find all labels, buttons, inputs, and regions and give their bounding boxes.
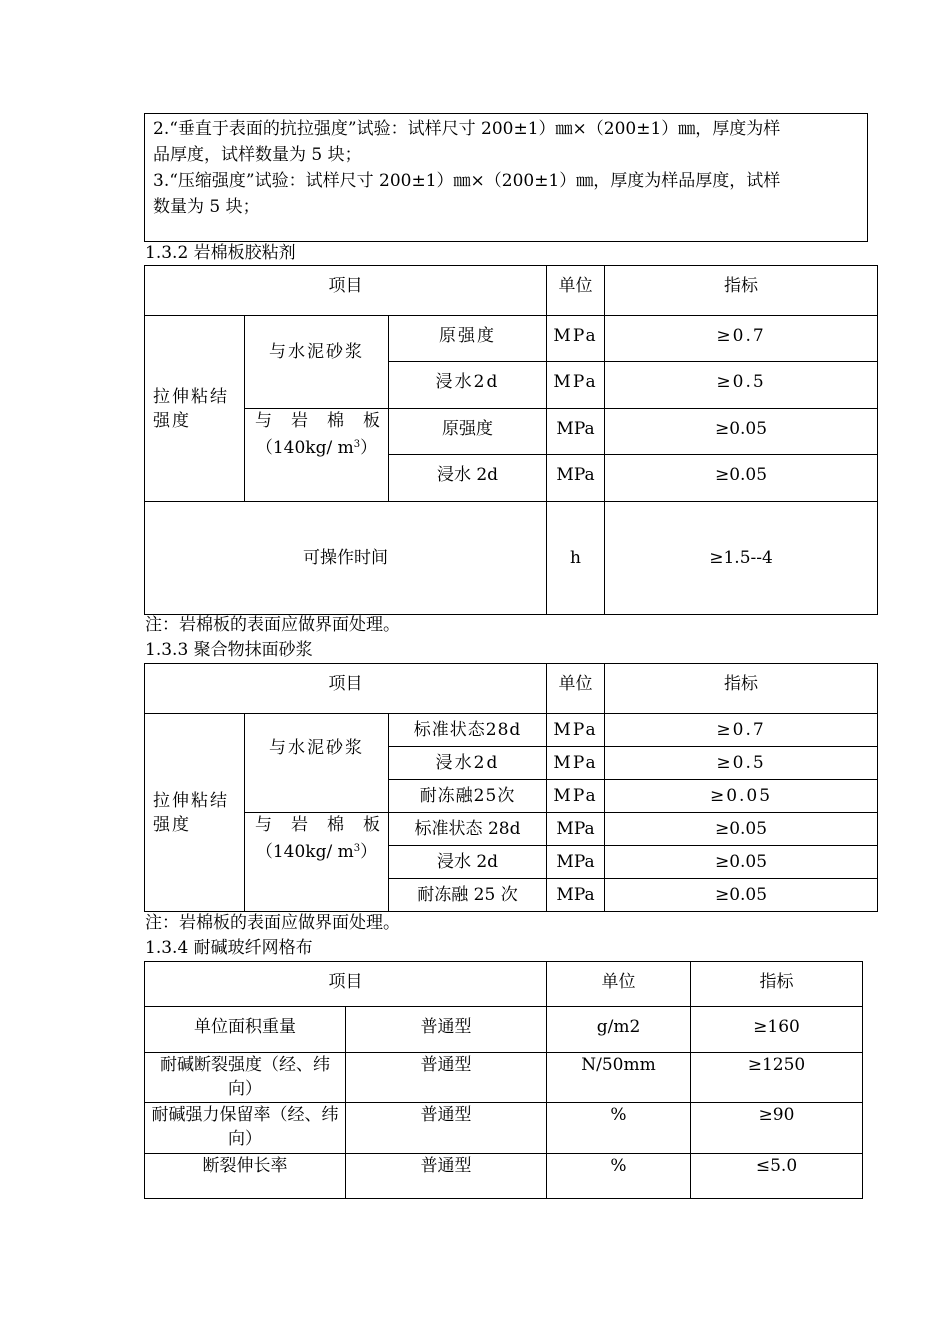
sub-label-line: 与 岩 棉 板 xyxy=(255,411,380,431)
mesh-table xyxy=(144,961,863,1199)
value-cell: ≥0.05 xyxy=(605,846,878,879)
type-cell: 普通型 xyxy=(346,1053,547,1103)
unit-cell: MPa xyxy=(547,846,605,879)
header-item: 项目 xyxy=(145,266,547,316)
sub-label-cement: 与水泥砂浆 xyxy=(245,316,389,409)
value-cell: ≥90 xyxy=(691,1103,863,1154)
unit-cell: % xyxy=(547,1154,691,1199)
unit-cell: MPa xyxy=(547,747,605,780)
value-cell: ≥0.05 xyxy=(605,879,878,912)
table-note: 注：岩棉板的表面应做界面处理。 xyxy=(145,615,400,635)
sub-label-rockwool xyxy=(245,813,389,912)
value-cell: ≥1250 xyxy=(691,1053,863,1103)
unit-cell: % xyxy=(547,1103,691,1154)
unit-cell: MPa xyxy=(547,813,605,846)
header-index: 指标 xyxy=(605,266,878,316)
note-line: 数量为 5 块； xyxy=(153,197,260,217)
unit-cell: MPa xyxy=(547,455,605,502)
group-label: 拉伸粘结强度 xyxy=(145,714,245,912)
header-index: 指标 xyxy=(605,664,878,714)
value-cell: ≤5.0 xyxy=(691,1154,863,1199)
sub-label-line: （140kg/ $m^3$） xyxy=(255,438,378,458)
type-cell: 普通型 xyxy=(346,1154,547,1199)
unit-cell: MPa xyxy=(547,362,605,409)
note-line: 3.“压缩强度”试验：试样尺寸 200±1）㎜×（200±1）㎜，厚度为样品厚度，试样 xyxy=(153,171,781,191)
group-label: 拉伸粘结强度 xyxy=(145,316,245,502)
unit-cell: MPa xyxy=(547,409,605,455)
sub-label-cement: 与水泥砂浆 xyxy=(245,714,389,813)
type-cell: 普通型 xyxy=(346,1103,547,1154)
section-heading: 1.3.4 耐碱玻纤网格布 xyxy=(145,938,313,958)
type-cell: 普通型 xyxy=(346,1007,547,1053)
sub-label-line: （140kg/ $m^3$） xyxy=(255,842,378,862)
notes-box xyxy=(144,113,868,242)
header-unit: 单位 xyxy=(547,266,605,316)
condition-cell: 原强度 xyxy=(389,316,547,362)
value-cell: ≥1.5--4 xyxy=(605,502,878,615)
value-cell: ≥0.5 xyxy=(605,747,878,780)
condition-cell: 浸水 2d xyxy=(389,455,547,502)
condition-cell: 原强度 xyxy=(389,409,547,455)
mortar-table xyxy=(144,663,878,912)
unit-cell: h xyxy=(547,502,605,615)
value-cell: ≥160 xyxy=(691,1007,863,1053)
section-heading: 1.3.2 岩棉板胶粘剂 xyxy=(145,243,296,263)
condition-cell: 标准状态28d xyxy=(389,714,547,747)
note-line: 品厚度，试样数量为 5 块； xyxy=(153,145,362,165)
section-heading: 1.3.3 聚合物抹面砂浆 xyxy=(145,640,313,660)
value-cell: ≥0.05 xyxy=(605,409,878,455)
condition-cell: 耐冻融 25 次 xyxy=(389,879,547,912)
value-cell: ≥0.5 xyxy=(605,362,878,409)
property-name: 断裂伸长率 xyxy=(145,1154,346,1199)
unit-cell: MPa xyxy=(547,879,605,912)
adhesive-table xyxy=(144,265,878,615)
table-note: 注：岩棉板的表面应做界面处理。 xyxy=(145,913,400,933)
header-unit: 单位 xyxy=(547,962,691,1007)
unit-cell: MPa xyxy=(547,780,605,813)
note-line: 2.“垂直于表面的抗拉强度”试验：试样尺寸 200±1）㎜×（200±1）㎜，厚度为样 xyxy=(153,119,781,139)
condition-cell: 标准状态 28d xyxy=(389,813,547,846)
condition-cell: 耐冻融25次 xyxy=(389,780,547,813)
sub-label-rockwool xyxy=(245,409,389,502)
condition-cell: 浸水2d xyxy=(389,747,547,780)
property-name: 耐碱断裂强度（经、纬向） xyxy=(145,1053,346,1103)
unit-cell: N/50mm xyxy=(547,1053,691,1103)
unit-cell: MPa xyxy=(547,714,605,747)
property-name: 耐碱强力保留率（经、纬向） xyxy=(145,1103,346,1154)
header-item: 项目 xyxy=(145,664,547,714)
unit-cell: g/m2 xyxy=(547,1007,691,1053)
unit-cell: MPa xyxy=(547,316,605,362)
property-name: 单位面积重量 xyxy=(145,1007,346,1053)
value-cell: ≥0.7 xyxy=(605,714,878,747)
condition-cell: 浸水2d xyxy=(389,362,547,409)
condition-cell: 浸水 2d xyxy=(389,846,547,879)
op-time-label: 可操作时间 xyxy=(145,502,547,615)
value-cell: ≥0.05 xyxy=(605,780,878,813)
value-cell: ≥0.05 xyxy=(605,455,878,502)
value-cell: ≥0.7 xyxy=(605,316,878,362)
header-unit: 单位 xyxy=(547,664,605,714)
header-item: 项目 xyxy=(145,962,547,1007)
value-cell: ≥0.05 xyxy=(605,813,878,846)
header-index: 指标 xyxy=(691,962,863,1007)
sub-label-line: 与 岩 棉 板 xyxy=(255,815,380,835)
